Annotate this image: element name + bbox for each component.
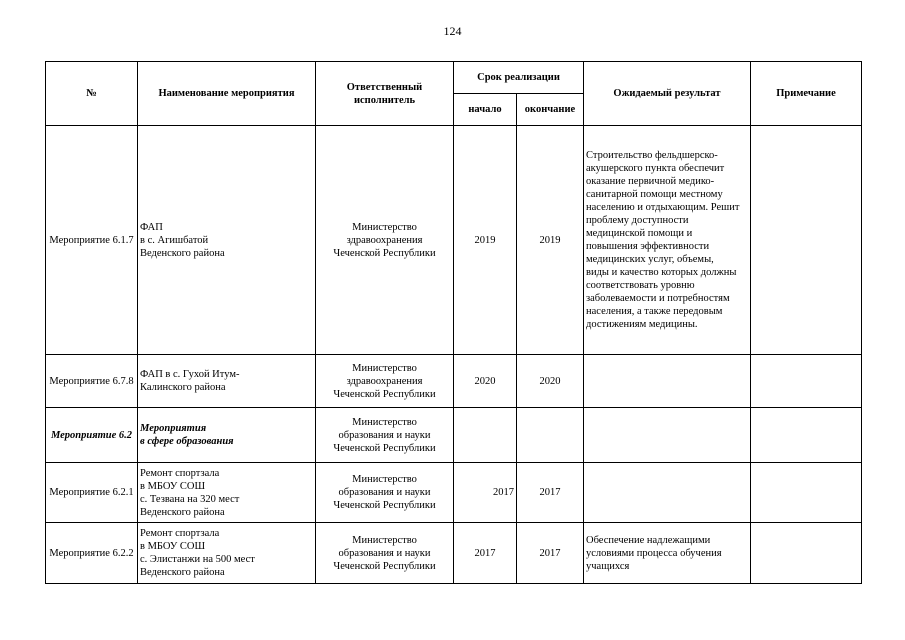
table-row [46,126,862,355]
header-note: Примечание [751,62,862,126]
row-end: 2020 [517,355,584,408]
header-num: № [46,62,138,126]
row-name: ФАП в с. Агишбатой Веденского района [138,126,316,355]
row-start: 2020 [454,355,517,408]
row-start [454,408,517,463]
header-end: окончание [517,94,584,126]
table-row [46,463,862,523]
row-note [751,463,862,523]
row-result: Обеспечение надлежащими условиями процесса обучения учащихся [584,523,751,584]
row-responsible: Министерство здравоохранения Чеченской Республики [316,126,454,355]
header-responsible: Ответственный исполнитель [316,62,454,126]
page-number: 124 [443,24,462,38]
row-responsible: Министерство образования и науки Чеченской Республики [316,523,454,584]
row-name: Ремонт спортзала в МБОУ СОШ с. Элистанжи на 500 мест Веденского района [138,523,316,584]
table-row [46,523,862,584]
action-plan-table [45,61,862,584]
row-start: 2017 [454,463,517,523]
row-note [751,355,862,408]
header-name: Наименование мероприятия [138,62,316,126]
row-result: Строительство фельдшерско- акушерского пункта обеспечит оказание первичной медико- санитарной помощи местному населению и отдыхающим. Решит проблему доступности медицинской помощи и повышения эффективности медицинских услуг, объемы, виды и качество которых должны соответствовать уровню заболеваемости и потребностям населения, а также передовым достижениям медицины. [584,126,751,355]
row-name: ФАП в с. Гухой Итум- Калинского района [138,355,316,408]
row-num: Мероприятие 6.7.8 [46,355,138,408]
row-note [751,408,862,463]
header-result: Ожидаемый результат [584,62,751,126]
header-period: Срок реализации [454,62,584,94]
row-note [751,523,862,584]
row-result [584,463,751,523]
row-result [584,408,751,463]
row-start: 2019 [454,126,517,355]
row-num: Мероприятие 6.2 [46,408,138,463]
table-row [46,355,862,408]
row-name: Мероприятия в сфере образования [138,408,316,463]
row-end: 2017 [517,523,584,584]
row-end: 2019 [517,126,584,355]
row-name: Ремонт спортзала в МБОУ СОШ с. Тезвана на 320 мест Веденского района [138,463,316,523]
header-start: начало [454,94,517,126]
row-responsible: Министерство образования и науки Чеченской Республики [316,408,454,463]
row-responsible: Министерство здравоохранения Чеченской Республики [316,355,454,408]
row-num: Мероприятие 6.1.7 [46,126,138,355]
row-num: Мероприятие 6.2.2 [46,523,138,584]
row-end [517,408,584,463]
row-start: 2017 [454,523,517,584]
table-row [46,408,862,463]
row-responsible: Министерство образования и науки Чеченской Республики [316,463,454,523]
row-num: Мероприятие 6.2.1 [46,463,138,523]
row-note [751,126,862,355]
row-result [584,355,751,408]
row-end: 2017 [517,463,584,523]
